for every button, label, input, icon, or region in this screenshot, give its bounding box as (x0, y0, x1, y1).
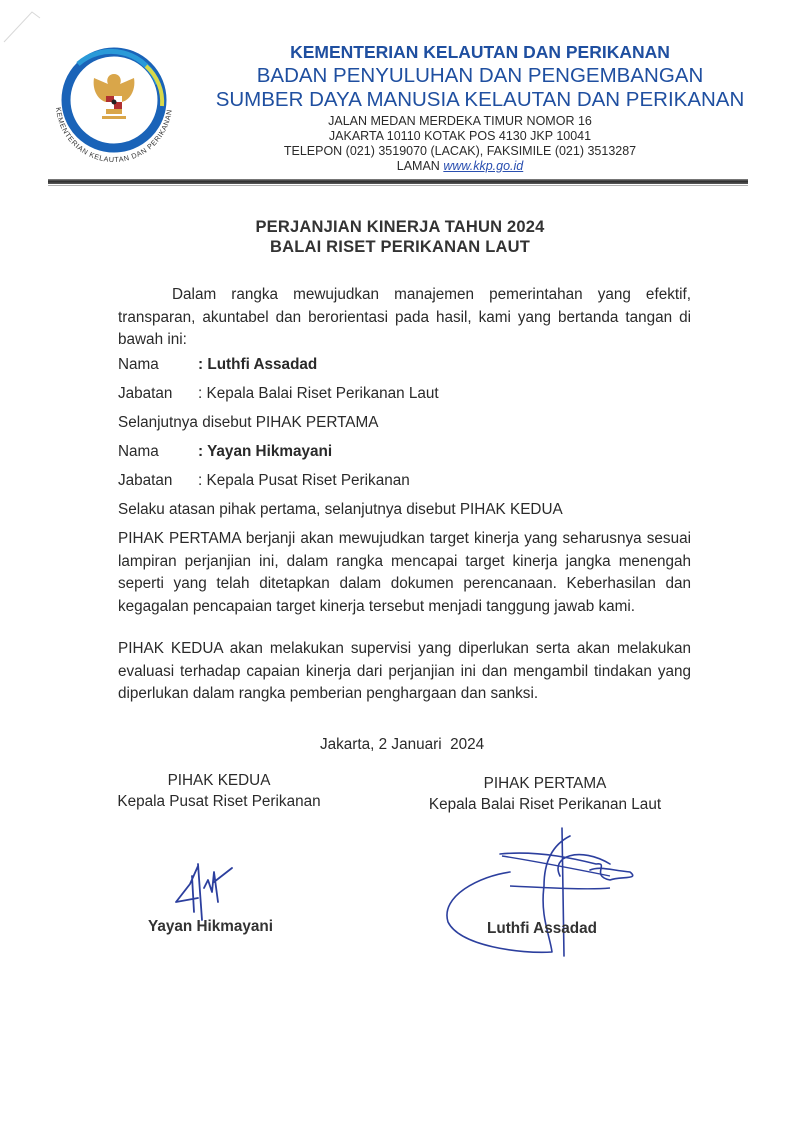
party2-designation: Selaku atasan pihak pertama, selanjutnya disebut PIHAK KEDUA (118, 501, 563, 518)
right-signatory-name: Luthfi Assadad (487, 920, 597, 937)
contact-line: TELEPON (021) 3519070 (LACAK), FAKSIMILE (021) 3513287 (283, 144, 637, 158)
left-role: PIHAK KEDUA (167, 772, 271, 789)
scan-artifact-mark (2, 4, 46, 44)
intro-paragraph: Dalam rangka mewujudkan manajemen pemerintahan yang efektif, transparan, akuntabel dan berorientasi pada hasil, kami yang bertanda tangan di bawah ini: (118, 286, 691, 348)
party1-designation: Selanjutnya disebut PIHAK PERTAMA (118, 414, 379, 431)
signature-block-left (100, 770, 338, 812)
website-label: LAMAN (396, 159, 440, 173)
signature-block-right (410, 773, 680, 815)
party2-name-label: Nama (118, 443, 159, 460)
letterhead-divider (48, 179, 748, 184)
ministry-name: KEMENTERIAN KELAUTAN DAN PERIKANAN (290, 42, 670, 62)
left-signatory-name: Yayan Hikmayani (148, 918, 273, 935)
website-link[interactable]: www.kkp.go.id (443, 159, 524, 173)
party2-position-label: Jabatan (118, 472, 173, 489)
party1-name-label: Nama (118, 356, 159, 373)
right-handwritten-signature (440, 826, 640, 960)
website-line (260, 159, 660, 173)
party1-position-value: : Kepala Balai Riset Perikanan Laut (198, 385, 439, 402)
agency-name-line2: SUMBER DAYA MANUSIA KELAUTAN DAN PERIKANAN (215, 88, 745, 111)
party2-name-row (118, 443, 332, 461)
kkp-logo-icon (38, 44, 188, 180)
left-handwritten-signature (168, 862, 238, 924)
party2-name-value: : Yayan Hikmayani (198, 443, 333, 460)
right-role: PIHAK PERTAMA (483, 775, 607, 792)
party2-position-value: : Kepala Pusat Riset Perikanan (198, 472, 410, 489)
right-position: Kepala Balai Riset Perikanan Laut (428, 796, 662, 813)
supervision-paragraph: PIHAK KEDUA akan melakukan supervisi yang diperlukan serta akan melakukan evaluasi terhadap capaian kinerja dari perjanjian ini dan mengambil tindakan yang diperlukan dalam rangka pemberian penghargaan dan sanksi. (118, 640, 691, 702)
address-line1: JALAN MEDAN MERDEKA TIMUR NOMOR 16 (328, 114, 592, 128)
party2-position-row (118, 472, 410, 490)
left-position: Kepala Pusat Riset Perikanan (117, 793, 321, 810)
document-title: PERJANJIAN KINERJA TAHUN 2024 (255, 218, 545, 236)
party1-name-value: : Luthfi Assadad (198, 356, 318, 373)
agency-name-line1: BADAN PENYULUHAN DAN PENGEMBANGAN (256, 64, 704, 87)
commitment-paragraph: PIHAK PERTAMA berjanji akan mewujudkan target kinerja yang seharusnya sesuai lampiran perjanjian ini, dalam rangka mencapai target kinerja jangka menengah seperti yang telah ditetapkan dalam dokumen perencanaan. Keberhasilan dan kegagalan pencapaian target kinerja tersebut menjadi tanggung jawab kami. (118, 530, 691, 615)
letterhead-divider-thin (48, 185, 748, 186)
place-date: Jakarta, 2 Januari 2024 (320, 736, 485, 753)
party1-position-label: Jabatan (118, 385, 173, 402)
party1-position-row (118, 385, 439, 403)
svg-text:KEMENTERIAN KELAUTAN DAN PERIK: KEMENTERIAN KELAUTAN DAN PERIKANAN (54, 106, 174, 165)
document-subtitle: BALAI RISET PERIKANAN LAUT (269, 238, 531, 256)
party1-name-row (118, 356, 317, 374)
address-line2: JAKARTA 10110 KOTAK POS 4130 JKP 10041 (328, 129, 592, 143)
